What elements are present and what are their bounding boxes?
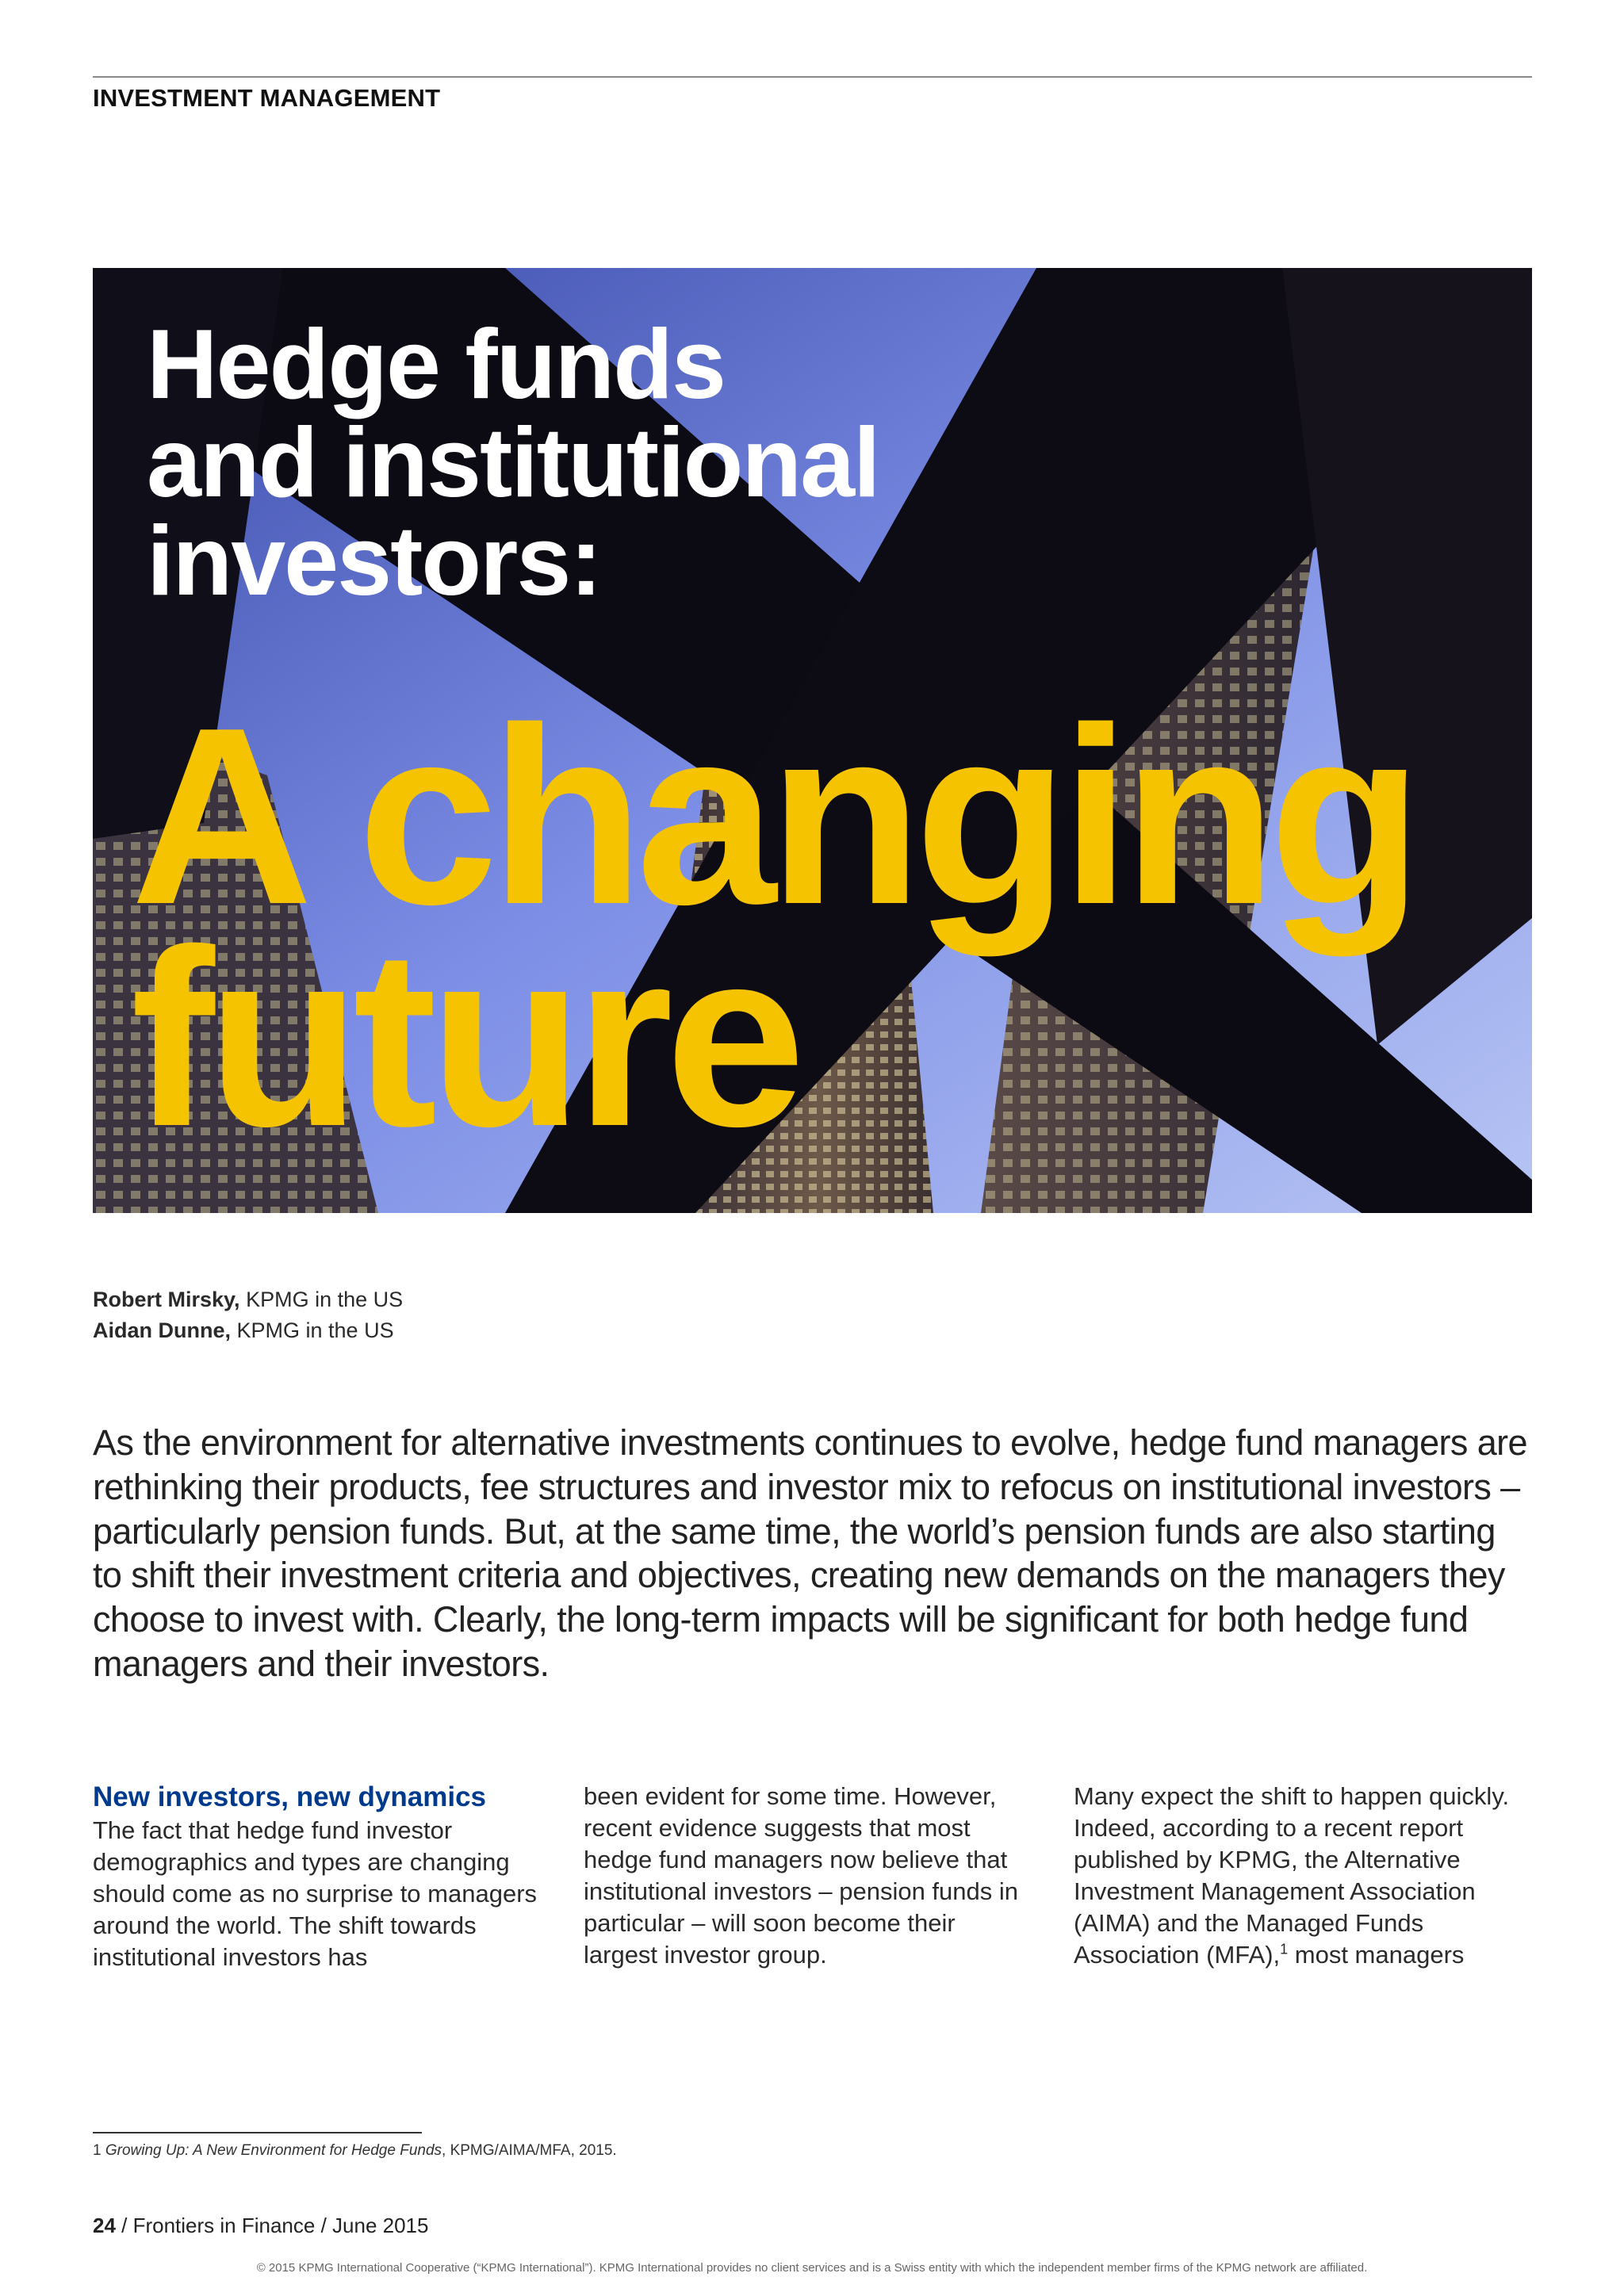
footnote xyxy=(93,2142,617,2160)
footnote-rest: , KPMG/AIMA/MFA, 2015. xyxy=(442,2142,617,2159)
author-1 xyxy=(93,1284,403,1315)
author-affiliation: KPMG in the US xyxy=(246,1288,404,1311)
author-2 xyxy=(93,1315,403,1346)
author-affiliation: KPMG in the US xyxy=(236,1318,394,1343)
footnote-number: 1 xyxy=(93,2142,102,2159)
column-text-end: most managers xyxy=(1288,1940,1465,1969)
hero-subtitle-line-2: future xyxy=(131,897,798,1179)
intro-paragraph: As the environment for alternative investments continues to evolve, hedge fund managers are rethinking their products, fee structures and investor mix to refocus on institutional investors – particularly pension funds. But, at the same time, the world’s pension funds are also starting to shift their investment criteria and objectives, creating new demands on the managers they choose to invest with. Clearly, the long-term impacts will be significant for both hedge fund managers and their investors. xyxy=(93,1422,1527,1684)
column-text: The fact that hedge fund investor demographics and types are changing should come as no surprise to managers around the world. The shift towards institutional investors has xyxy=(93,1816,538,1972)
page-number: 24 xyxy=(93,2214,116,2237)
hero-title-line-2: and institutional xyxy=(147,408,879,518)
hero-title-line-1: Hedge funds xyxy=(147,310,725,419)
hero-banner xyxy=(93,268,1532,1213)
column-text xyxy=(1074,1781,1518,1971)
author-name: Aidan Dunne, xyxy=(93,1318,231,1343)
column-text-main: Many expect the shift to happen quickly. Indeed, according to a recent report published by KPMG, the Alternative Investment Management Association (AIMA) and the Managed Funds Association (MFA), xyxy=(1074,1782,1510,1969)
column-text: been evident for some time. However, recent evidence suggests that most hedge fund managers now believe that institutional investors – pension funds in particular – will soon become their largest investor group. xyxy=(584,1782,1018,1969)
page-footer xyxy=(93,2214,428,2238)
author-name: Robert Mirsky, xyxy=(93,1288,240,1311)
body-column-2 xyxy=(584,1781,1028,1971)
footnote-title: Growing Up: A New Environment for Hedge Funds xyxy=(105,2142,442,2159)
section-label: INVESTMENT MANAGEMENT xyxy=(93,84,441,112)
top-rule xyxy=(93,76,1532,78)
footnote-rule xyxy=(93,2132,422,2133)
hero-subtitle xyxy=(131,675,1415,1179)
body-column-3 xyxy=(1074,1781,1518,1971)
body-column-1 xyxy=(93,1781,537,1973)
section-heading: New investors, new dynamics xyxy=(93,1781,487,1812)
publication-info: / Frontiers in Finance / June 2015 xyxy=(115,2214,429,2237)
footnote-ref[interactable]: 1 xyxy=(1280,1941,1289,1957)
hero-subtitle-line-1: A changing xyxy=(131,675,1415,957)
authors xyxy=(93,1284,403,1346)
hero-title-line-3: investors: xyxy=(147,507,601,616)
hero-title xyxy=(147,310,879,616)
copyright-notice: © 2015 KPMG International Cooperative (“KPMG International”). KPMG International provides no client services and is a Swiss entity with which the independent member firms of the KPMG network are affiliated. xyxy=(256,2261,1368,2275)
